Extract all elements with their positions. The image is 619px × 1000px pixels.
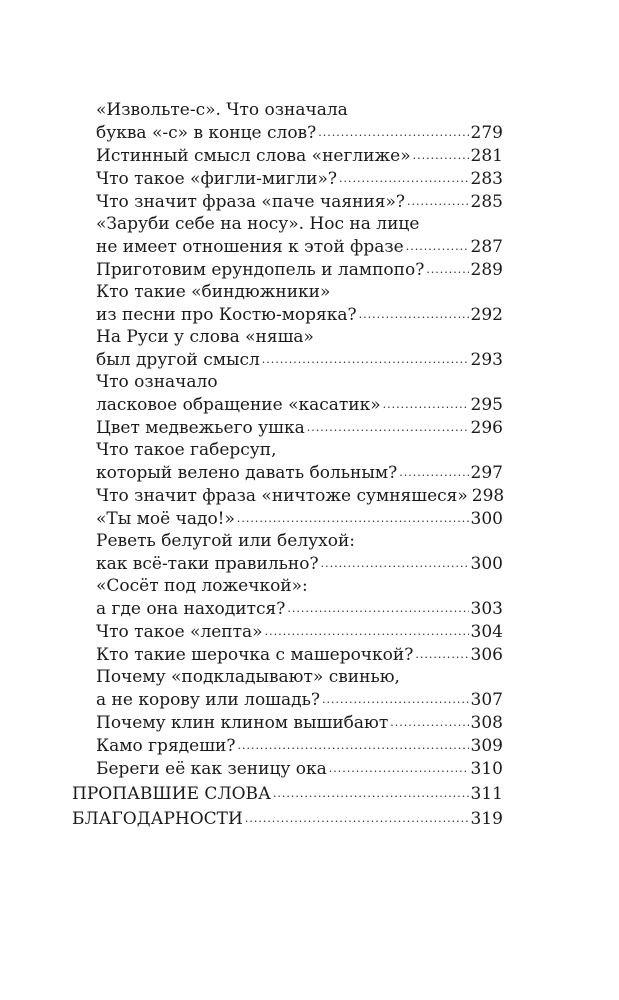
- toc-entry-title-line: На Руси у слова «няша»: [96, 327, 314, 347]
- page-number: 309: [470, 736, 503, 756]
- page-number: 283: [470, 169, 503, 189]
- toc-entry-title-line: не имеет отношения к этой фразе: [96, 237, 404, 257]
- dot-leader: [383, 393, 469, 410]
- dot-leader: [390, 711, 468, 728]
- toc-entry: [72, 807, 503, 831]
- toc-entry-row: [96, 757, 503, 780]
- toc-entry-row: [96, 416, 503, 439]
- toc-entry-row: [96, 121, 503, 144]
- toc-entry-row: [96, 393, 503, 416]
- page-number: 281: [470, 146, 503, 166]
- toc-entry-row: [96, 597, 503, 620]
- toc-entry-row: [96, 167, 503, 190]
- dot-leader: [262, 348, 469, 365]
- toc-entry-row: [96, 484, 503, 507]
- dot-leader: [237, 507, 469, 524]
- toc-entry-title-line: Что значит фраза «ничтоже сумняшеся»: [96, 486, 468, 506]
- toc-entry: [96, 416, 503, 439]
- toc-entry-row: [96, 734, 503, 757]
- toc-entry-row: [96, 620, 503, 643]
- dot-leader: [359, 303, 469, 320]
- toc-entry-row: [96, 688, 503, 711]
- dot-leader: [413, 144, 469, 161]
- toc-entry: [96, 281, 503, 326]
- page-number: 287: [470, 237, 503, 257]
- page-number: 306: [470, 645, 503, 665]
- page-number: 289: [470, 260, 503, 280]
- toc-entry: [96, 666, 503, 711]
- toc-entry-title-line: ласковое обращение «касатик»: [96, 395, 381, 415]
- toc-entry-title-line: Истинный смысл слова «неглиже»: [96, 146, 411, 166]
- dot-leader: [406, 235, 469, 252]
- toc-entry: [96, 530, 503, 575]
- page-number: 296: [470, 418, 503, 438]
- toc-entry-row: [96, 144, 503, 167]
- dot-leader: [407, 190, 469, 207]
- toc-entry: [96, 258, 503, 281]
- dot-leader: [287, 597, 468, 614]
- toc-entry: [96, 99, 503, 144]
- page-number: 319: [470, 809, 503, 829]
- toc-entry-row: [96, 235, 503, 258]
- toc-entry-row: [96, 190, 503, 213]
- dot-leader: [307, 416, 469, 433]
- toc-entry-title-line: Кто такие шерочка с машерочкой?: [96, 645, 414, 665]
- dot-leader: [322, 688, 469, 705]
- toc-entry-title-line: буква «-с» в конце слов?: [96, 123, 317, 143]
- toc-entry-title-line: ПРОПАВШИЕ СЛОВА: [72, 784, 271, 804]
- page-number: 303: [470, 599, 503, 619]
- toc-entry: [96, 575, 503, 620]
- page-number: 300: [470, 509, 503, 529]
- toc-entry: [96, 326, 503, 371]
- dot-leader: [321, 552, 469, 569]
- toc-entry-title-line: Реветь белугой или белухой:: [96, 531, 356, 551]
- toc-entry-title-line: а где она находится?: [96, 599, 286, 619]
- dot-leader: [265, 620, 469, 637]
- toc-entry-row: [96, 507, 503, 530]
- toc-entry: [96, 643, 503, 666]
- toc-entry-title-line: Приготовим ерундопель и лампопо?: [96, 260, 425, 280]
- toc-entry: [96, 213, 503, 258]
- toc-entry-title-line: «Извольте-с». Что означала: [96, 100, 348, 120]
- toc-entry: [96, 167, 503, 190]
- toc-entry-title-line: Почему «подкладывают» свинью,: [96, 667, 400, 687]
- toc-entry-row: [96, 303, 503, 326]
- toc-entry-row: [96, 643, 503, 666]
- toc-entry: [96, 484, 503, 507]
- page-number: 304: [470, 622, 503, 642]
- page-number: 293: [470, 350, 503, 370]
- dot-leader: [273, 782, 469, 799]
- page-number: 292: [470, 305, 503, 325]
- dot-leader: [339, 167, 469, 184]
- toc-entry-row: [96, 552, 503, 575]
- toc-entry-title-line: Что означало: [96, 372, 218, 392]
- toc-entry-title-line: как всё-таки правильно?: [96, 554, 319, 574]
- page-number: 295: [470, 395, 503, 415]
- dot-leader: [245, 807, 469, 824]
- page-number: 308: [470, 713, 503, 733]
- toc-entry-title-line: который велено давать больным?: [96, 463, 398, 483]
- toc-entry-title-line: Кто такие «биндюжники»: [96, 282, 331, 302]
- toc-entry: [96, 144, 503, 167]
- page-number: 298: [471, 486, 505, 506]
- page-number: 300: [470, 554, 503, 574]
- toc-entry-title-line: Камо грядеши?: [96, 736, 236, 756]
- toc-entry-title-line: а не корову или лошадь?: [96, 690, 320, 710]
- dot-leader: [318, 121, 468, 138]
- toc-entry: [96, 734, 503, 757]
- toc-entry-title-line: Береги её как зеницу ока: [96, 759, 327, 779]
- page-number: 279: [470, 123, 503, 143]
- toc-entry-title-line: «Ты моё чадо!»: [96, 509, 235, 529]
- table-of-contents: [0, 99, 619, 831]
- toc-entry: [96, 371, 503, 416]
- toc-entry: [96, 711, 503, 734]
- toc-entry-title-line: БЛАГОДАРНОСТИ: [72, 809, 243, 829]
- toc-entry-title-line: Почему клин клином вышибают: [96, 713, 389, 733]
- toc-entry-title-line: Цвет медвежьего ушка: [96, 418, 305, 438]
- dot-leader: [415, 643, 468, 660]
- toc-entry: [96, 757, 503, 780]
- toc-entry-row: [96, 258, 503, 281]
- dot-leader: [237, 734, 468, 751]
- page-number: 285: [470, 192, 503, 212]
- dot-leader: [426, 258, 468, 275]
- toc-entry-title-line: «Заруби себе на носу». Нос на лице: [96, 214, 420, 234]
- toc-entry: [72, 782, 503, 806]
- dot-leader: [399, 461, 468, 478]
- page-number: 297: [470, 463, 503, 483]
- toc-entry: [96, 190, 503, 213]
- toc-entry-row: [96, 461, 503, 484]
- toc-entry-row: [72, 807, 503, 831]
- toc-entry: [96, 620, 503, 643]
- toc-entry-row: [96, 711, 503, 734]
- toc-entry-title-line: «Сосёт под ложечкой»:: [96, 576, 308, 596]
- page-number: 311: [470, 784, 503, 804]
- toc-entry: [96, 439, 503, 484]
- toc-entry: [96, 507, 503, 530]
- dot-leader: [329, 757, 469, 774]
- page-number: 307: [470, 690, 503, 710]
- toc-entry-title-line: Что такое габерсуп,: [96, 440, 277, 460]
- toc-entry-title-line: Что значит фраза «паче чаяния»?: [96, 192, 406, 212]
- toc-entry-row: [72, 782, 503, 806]
- page-number: 310: [470, 759, 503, 779]
- toc-entry-title-line: Что такое «лепта»: [96, 622, 263, 642]
- toc-entry-title-line: Что такое «фигли-мигли»?: [96, 169, 337, 189]
- toc-entry-title-line: из песни про Костю-моряка?: [96, 305, 357, 325]
- toc-entry-row: [96, 348, 503, 371]
- toc-entry-title-line: был другой смысл: [96, 350, 260, 370]
